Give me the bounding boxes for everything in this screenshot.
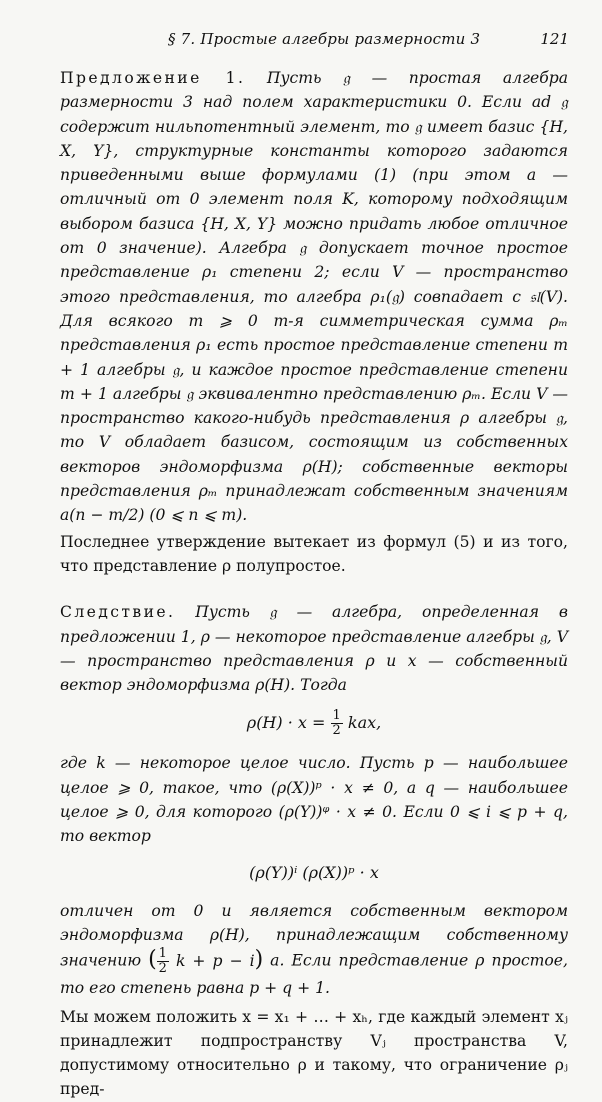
proposition-paragraph (60, 66, 568, 528)
final-paragraph (60, 1005, 568, 1102)
eigen-numerator: 1 (158, 946, 167, 962)
corollary-conclusion (60, 899, 568, 1001)
corollary-continuation (60, 751, 568, 848)
proposition-label: Предложение 1. (60, 69, 246, 87)
eigen-expression: k + p − i (175, 951, 255, 970)
proposition-text: Пусть 𝔤 — простая алгебра размерности 3 над полем характеристики 0. Если ad 𝔤 содержит нильпотентный элемент, то 𝔤 имеет базис {H, X, Y}, структурные константы которого задаются приведенными выше формулами (1) (при этом a — отличный от 0 элемент поля K, которому подходящим выбором базиса {H, X, Y} можно придать любое отличное от 0 значение). Алгебра 𝔤 допускает точное простое представление ρ₁ степени 2; если V — пространство этого представления, то алгебра ρ₁(𝔤) совпадает с 𝔰𝔩(V). Для всякого m ⩾ 0 m-я симметрическая сумма ρₘ представления ρ₁ есть простое представление степени m + 1 алгебры 𝔤, и каждое простое представление степени m + 1 алгебры 𝔤 эквивалентно представлению ρₘ. Если V — пространство какого-нибудь представления ρ алгебры 𝔤, то V обладает базисом, состоящим из собственных векторов эндоморфизма ρ(H); собственные векторы представления ρₘ принадлежат собственным значениям a(n − m/2) (0 ⩽ n ⩽ m). (60, 69, 568, 525)
final-text: Мы можем положить x = x₁ + … + xₕ, где каждый элемент xⱼ принадлежит подпространству Vⱼ пространства V, допустимому относительно ρ и такому, что ограничение ρⱼ пред- (60, 1007, 568, 1099)
formula1-denominator: 2 (332, 723, 341, 739)
paren-close: ) (254, 946, 264, 972)
corollary-text: Пусть 𝔤 — алгебра, определенная в предложении 1, ρ — некоторое представление алгебры 𝔤, V — пространство представления ρ и x — собственный вектор эндоморфизма ρ(H). Тогда (60, 603, 568, 695)
formula-vector (60, 853, 568, 893)
section-title: § 7. Простые алгебры размерности 3 (168, 30, 481, 48)
formula1-left: ρ(H) · x = (246, 713, 326, 733)
page-body (60, 66, 568, 1102)
corollary-paragraph (60, 600, 568, 697)
formula1-right: kax, (347, 713, 382, 733)
paren-open: ( (148, 946, 157, 972)
corollary-text2: где k — некоторое целое число. Пусть p — наибольшее целое ⩾ 0, такое, что (ρ(X))ᵖ · x ≠ 0, а q — наибольшее целое ⩾ 0, для которого (ρ(Y))ᵠ · x ≠ 0. Если 0 ⩽ i ⩽ p + q, то вектор (60, 754, 568, 846)
running-header (60, 30, 569, 52)
formula2-text: (ρ(Y))ⁱ (ρ(X))ᵖ · x (249, 862, 379, 882)
formula1-fraction (331, 709, 343, 738)
page-number: 121 (540, 30, 569, 48)
remark-text: Последнее утверждение вытекает из формул (5) и из того, что представление ρ полупростое. (60, 532, 568, 575)
formula-eigen (60, 701, 568, 745)
corollary-text3c: a. Если представление ρ простое, то его степень равна p + q + 1. (60, 951, 568, 998)
corollary-label: Следствие. (60, 603, 176, 622)
section-gap (60, 578, 568, 600)
corollary-text3a: отличен от 0 и является собственным вектором эндоморфизма ρ(H), принадлежащим собственному значению (60, 901, 568, 970)
formula1-numerator: 1 (332, 708, 341, 724)
eigen-denominator: 2 (158, 961, 167, 977)
remark-paragraph (60, 530, 568, 579)
eigen-fraction (157, 947, 169, 976)
eigenvalue-expression (148, 946, 264, 977)
